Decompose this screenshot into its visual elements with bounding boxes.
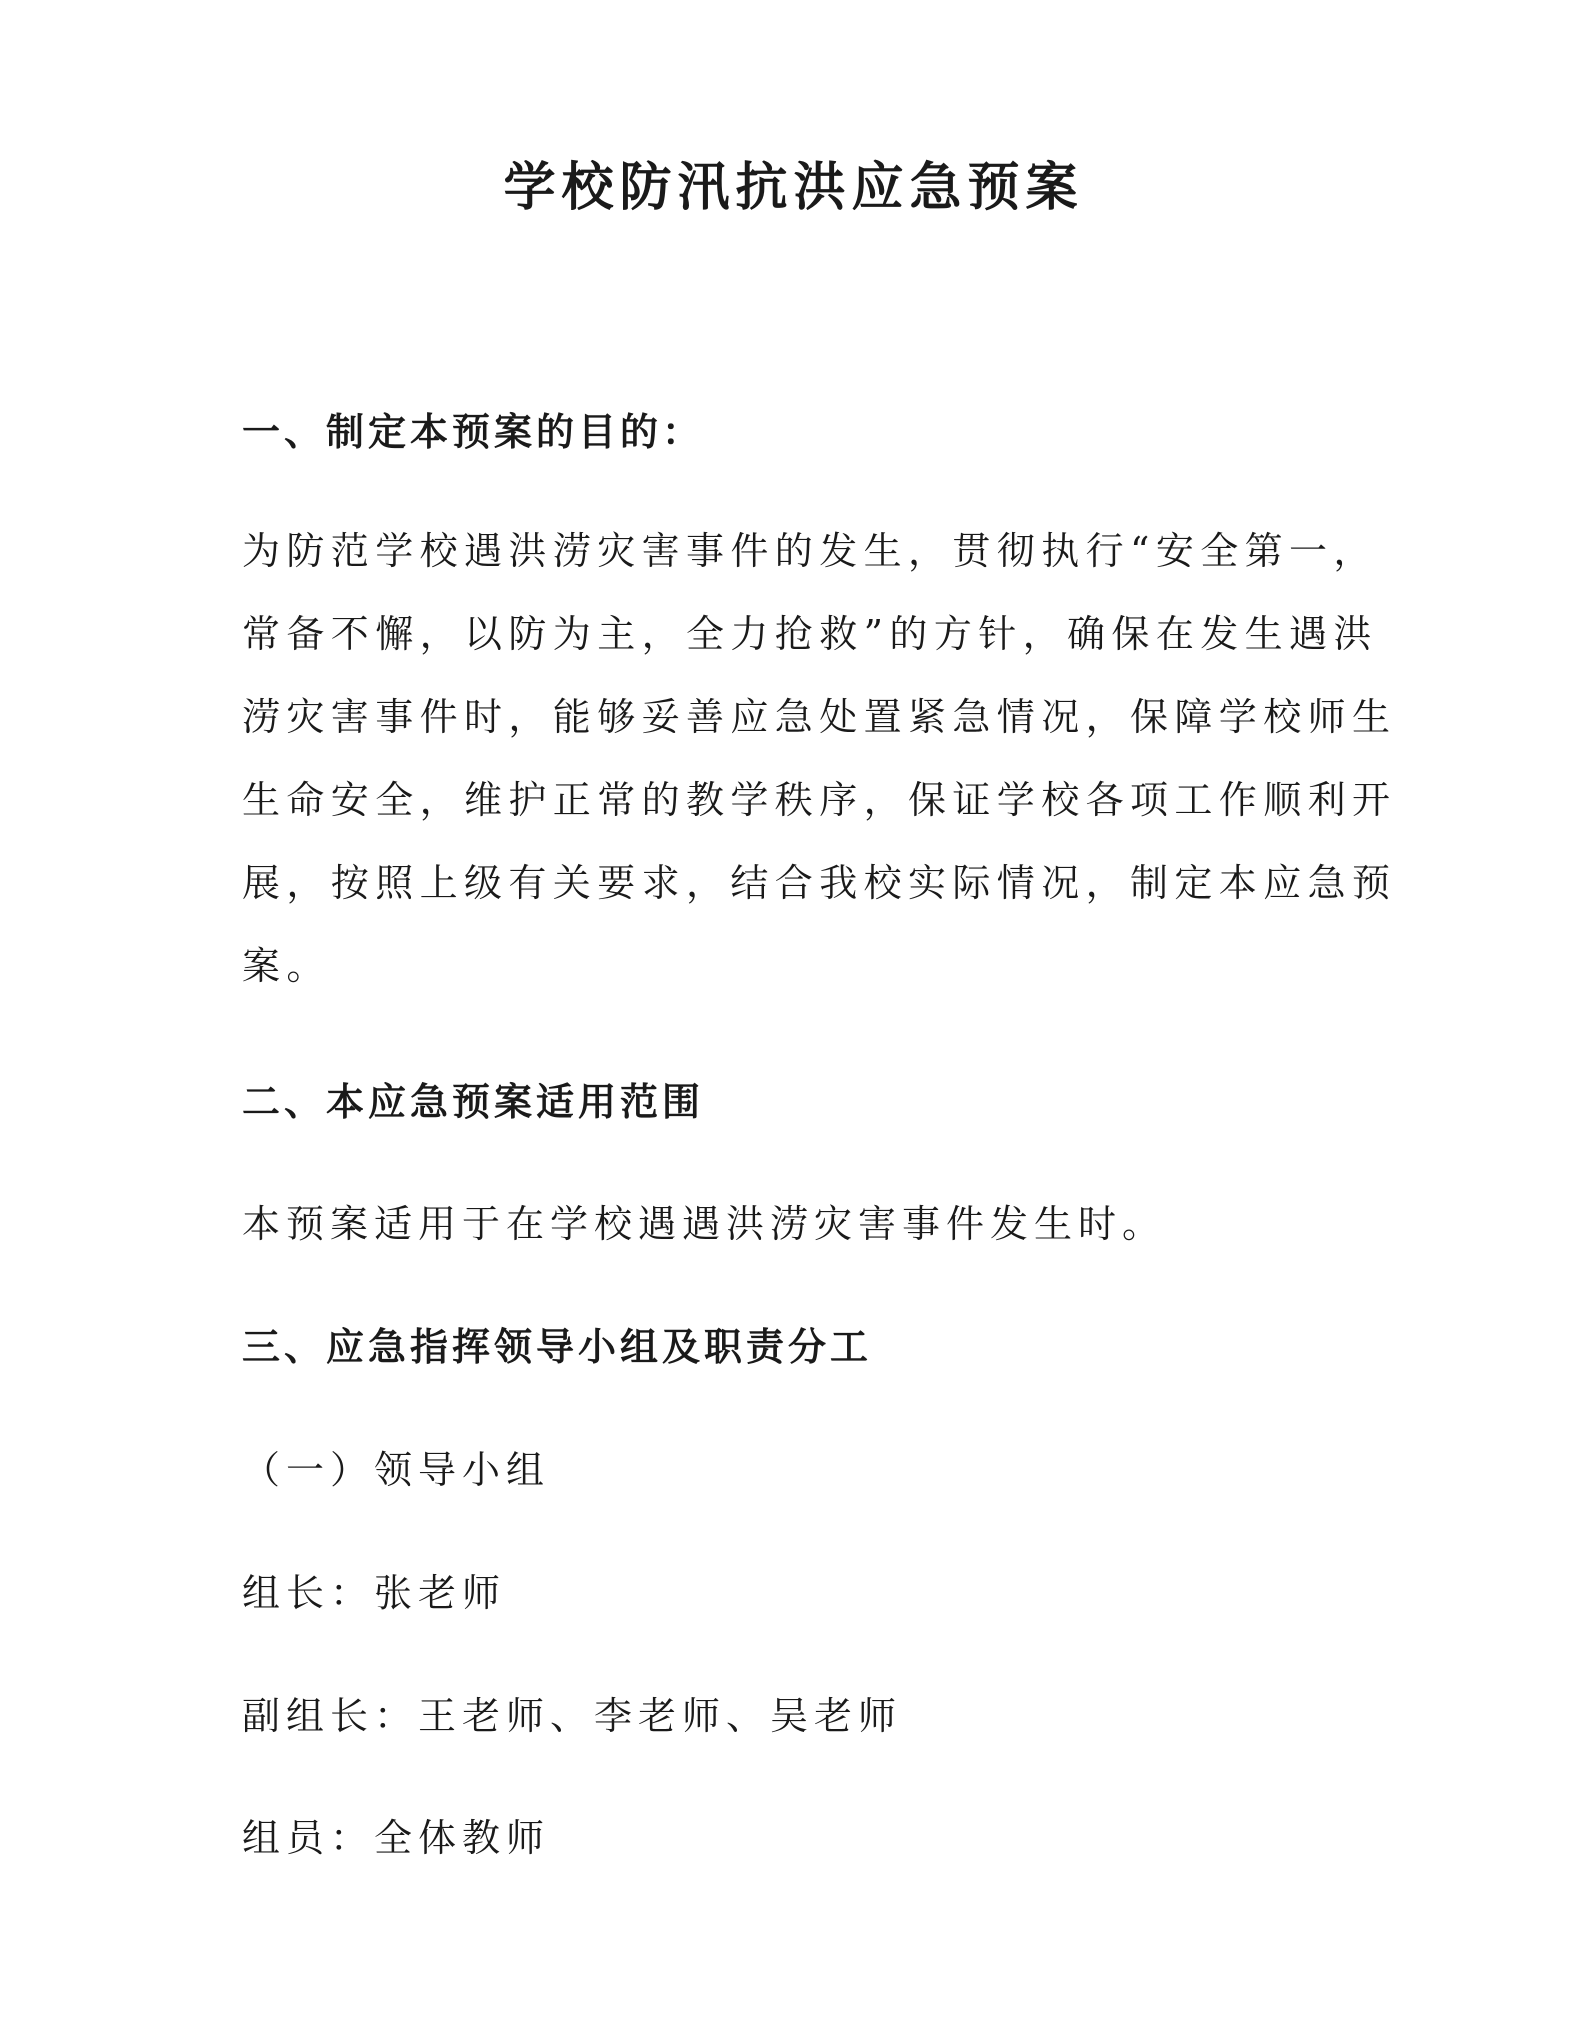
document-title: 学校防汛抗洪应急预案 xyxy=(503,157,1084,218)
paragraph-line: 案。 xyxy=(242,944,331,988)
members-line: 组员：全体教师 xyxy=(242,1816,551,1860)
paragraph-line: 常备不懈，以防为主，全力抢救”的方针，确保在发生遇洪 xyxy=(242,612,1378,656)
section2-paragraph: 本预案适用于在学校遇遇洪涝灾害事件发生时。 xyxy=(242,1202,1167,1246)
leader-line: 组长：张老师 xyxy=(242,1571,507,1615)
section1-paragraph xyxy=(242,510,1397,1008)
paragraph-line: 生命安全，维护正常的教学秩序，保证学校各项工作顺利开 xyxy=(242,778,1397,822)
paragraph-line: 涝灾害事件时，能够妥善应急处置紧急情况，保障学校师生 xyxy=(242,695,1397,739)
section1-heading: 一、制定本预案的目的： xyxy=(242,409,705,454)
paragraph-line: 为防范学校遇洪涝灾害事件的发生，贯彻执行“安全第一， xyxy=(242,529,1378,573)
paragraph-line: 展，按照上级有关要求，结合我校实际情况，制定本应急预 xyxy=(242,861,1397,905)
deputy-leader-line: 副组长：王老师、李老师、吴老师 xyxy=(242,1694,903,1738)
section2-heading: 二、本应急预案适用范围 xyxy=(242,1079,705,1124)
section3-heading: 三、应急指挥领导小组及职责分工 xyxy=(242,1324,873,1369)
section3-subheading: （一）领导小组 xyxy=(242,1448,551,1492)
